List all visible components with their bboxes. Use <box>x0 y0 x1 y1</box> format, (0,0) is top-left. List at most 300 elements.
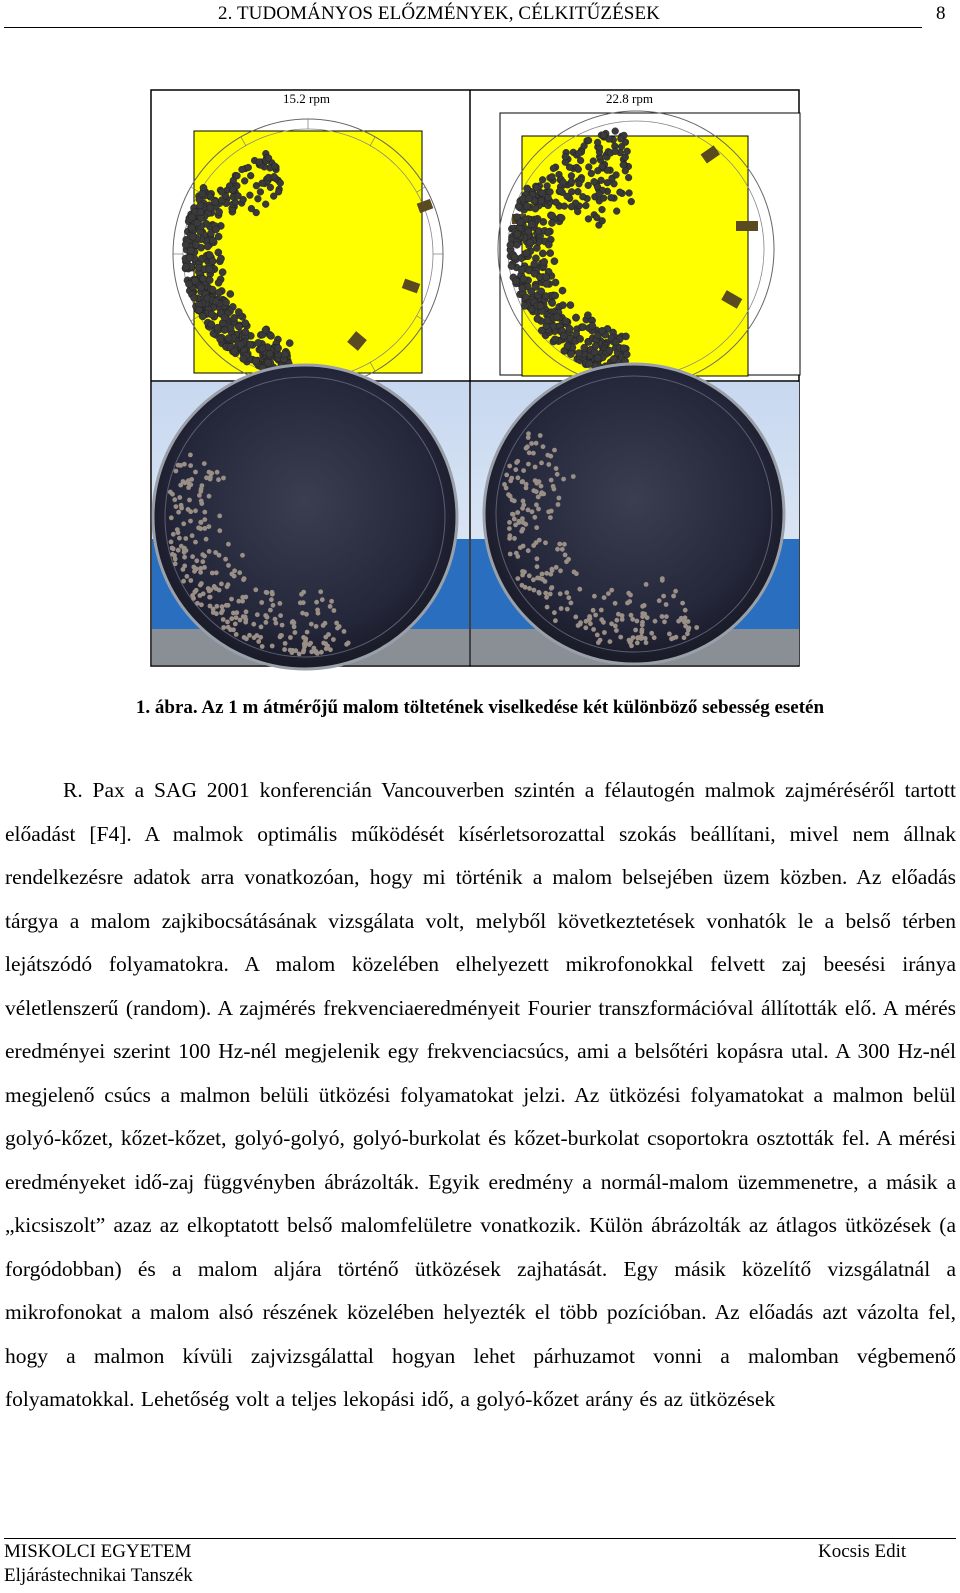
ball <box>190 233 197 240</box>
ball <box>566 557 571 562</box>
ball <box>673 589 678 594</box>
ball <box>215 233 222 240</box>
ball <box>584 312 591 319</box>
ball <box>231 314 238 321</box>
ball <box>283 641 288 646</box>
ball <box>574 208 581 215</box>
ball <box>218 189 225 196</box>
ball <box>544 317 551 324</box>
ball <box>207 494 212 499</box>
ball <box>192 590 197 595</box>
ball <box>240 355 247 362</box>
ball <box>585 137 592 144</box>
ball <box>590 158 597 165</box>
ball <box>596 640 601 645</box>
ball <box>508 552 513 557</box>
ball <box>275 188 282 195</box>
ball <box>170 552 175 557</box>
ball <box>182 555 187 560</box>
ball <box>586 360 593 367</box>
ball <box>560 547 565 552</box>
ball <box>514 551 519 556</box>
simulation-panel-left <box>173 91 443 389</box>
ball <box>182 263 189 270</box>
ball <box>254 633 259 638</box>
ball <box>278 633 283 638</box>
ball <box>600 132 607 139</box>
ball <box>202 554 207 559</box>
ball <box>519 285 526 292</box>
ball <box>569 601 574 606</box>
ball <box>612 128 619 135</box>
ball <box>552 448 557 453</box>
ball <box>555 472 560 477</box>
ball <box>567 302 574 309</box>
ball <box>581 344 588 351</box>
ball <box>206 277 213 284</box>
ball <box>242 576 247 581</box>
ball <box>549 173 556 180</box>
ball <box>608 639 613 644</box>
ball <box>517 520 522 525</box>
ball <box>538 197 545 204</box>
ball <box>599 217 606 224</box>
ball <box>188 482 193 487</box>
ball <box>221 314 228 321</box>
ball <box>199 520 204 525</box>
ball <box>532 588 537 593</box>
ball <box>537 479 542 484</box>
ball <box>543 591 548 596</box>
ball <box>275 345 282 352</box>
ball <box>557 187 564 194</box>
ball <box>552 279 559 286</box>
ball <box>256 639 261 644</box>
footer-author: Kocsis Edit <box>818 1541 907 1562</box>
ball <box>223 557 228 562</box>
ball <box>630 617 635 622</box>
ball <box>234 615 239 620</box>
ball <box>212 584 217 589</box>
ball <box>520 527 525 532</box>
ball <box>540 572 545 577</box>
ball <box>620 345 627 352</box>
ball <box>534 315 541 322</box>
ball <box>225 584 230 589</box>
ball <box>686 619 691 624</box>
ball <box>633 628 638 633</box>
ball <box>676 619 681 624</box>
ball <box>188 463 193 468</box>
figure-svg <box>150 89 812 679</box>
ball <box>507 242 514 249</box>
ball <box>520 275 527 282</box>
ball <box>639 630 644 635</box>
ball <box>319 650 324 655</box>
ball <box>541 444 546 449</box>
ball <box>531 260 538 267</box>
ball <box>667 632 672 637</box>
ball <box>545 605 550 610</box>
footer-divider <box>4 1538 956 1539</box>
ball <box>200 275 207 282</box>
ball <box>664 602 669 607</box>
ball <box>520 516 525 521</box>
ball <box>534 502 539 507</box>
ball <box>560 179 567 186</box>
ball <box>521 468 526 473</box>
ball <box>256 159 263 166</box>
ball <box>594 354 601 361</box>
ball <box>265 155 272 162</box>
page-number: 8 <box>936 3 946 24</box>
ball <box>541 258 548 265</box>
ball <box>617 189 624 196</box>
ball <box>231 348 238 355</box>
ball <box>270 592 275 597</box>
ball <box>188 519 193 524</box>
ball <box>595 633 600 638</box>
ball <box>642 603 647 608</box>
ball <box>282 647 287 652</box>
ball <box>548 572 553 577</box>
ball <box>197 209 204 216</box>
ball <box>534 540 539 545</box>
ball <box>301 590 306 595</box>
ball <box>342 629 347 634</box>
ball <box>247 172 254 179</box>
ball <box>515 576 520 581</box>
ball <box>198 570 203 575</box>
ball <box>504 473 509 478</box>
ball <box>221 617 226 622</box>
ball <box>280 623 285 628</box>
ball <box>531 270 538 277</box>
paragraph: R. Pax a SAG 2001 konferencián Vancouverben szintén a félautogén malmok zajméréséről tartott előadást [F4]. A malmok optimális működését kísérletsorozattal szokás beállítani, mivel nem állnak rendelkezésre adatok arra vonatkozóan, hogy mi történik a malom belsejében üzem közben. Az előadás tárgya a malom zajkibocsátásának vizsgálata volt, melyből következtetések vonhatók le a belső térben lejátszódó folyamatokra. A malom közelében elhelyezett mikrofonokkal felvett zaj beesési iránya véletlenszerű (random). A zajmérés frekvenciaeredményeit Fourier transzformációval állították elő. A mérés eredményei szerint 100 Hz-nél megjelenik egy frekvenciacsúcs, ami a belsőtéri kopásra utal. A 300 Hz-nél megjelenő csúcs a malmon belüli ütközési folyamatokat jelzi. Az ütközési folyamatokat a malmon belül golyó-kőzet, kőzet-kőzet, golyó-golyó, golyó-burkolat és kőzet-burkolat csoportokra osztották fel. A mérési eredményeket idő-zaj függvényben ábrázolták. Egyik eredmény a normál-malom üzemmenetre, a másik a „kicsiszolt” azaz az elkoptatott belső malomfelületre vonatkozik. Külön ábrázolták az átlagos ütközések (a forgódobban) és a malom aljára történő ütközések zajhatását. Egy másik közelítő vizsgálatnál a mikrofonokat a malom alsó részének közelében helyezték el több pozícióban. Az előadás azt vázolta fel, hogy a malmon kívüli zajvizsgálattal hogyan lehet párhuzamot vonni a malomban végbemenő folyamatokkal. Lehetőség volt a teljes lekopási idő, a golyó-kőzet arány és az ütközések <box>5 778 956 1411</box>
ball <box>239 166 246 173</box>
ball <box>564 342 571 349</box>
ball <box>204 537 209 542</box>
ball <box>575 150 582 157</box>
ball <box>255 612 260 617</box>
ball <box>511 254 518 261</box>
ball <box>649 631 654 636</box>
ball <box>609 621 614 626</box>
ball <box>225 335 232 342</box>
ball <box>576 180 583 187</box>
ball <box>214 611 219 616</box>
ball <box>591 608 596 613</box>
ball <box>610 355 617 362</box>
ball <box>680 601 685 606</box>
ball <box>247 192 254 199</box>
ball <box>604 179 611 186</box>
ball <box>247 341 254 348</box>
ball <box>183 480 188 485</box>
ball <box>694 625 699 630</box>
ball <box>263 613 268 618</box>
ball <box>231 627 236 632</box>
ball <box>315 608 320 613</box>
ball <box>552 292 559 299</box>
ball <box>635 619 640 624</box>
ball <box>579 324 586 331</box>
ball <box>671 636 676 641</box>
ball <box>531 488 536 493</box>
ball <box>518 266 525 273</box>
ball <box>308 641 313 646</box>
ball <box>544 595 549 600</box>
ball <box>271 173 278 180</box>
ball <box>556 502 561 507</box>
ball <box>221 476 226 481</box>
ball <box>204 243 211 250</box>
ball <box>517 219 524 226</box>
ball <box>174 469 179 474</box>
photo-panel-left <box>152 365 469 669</box>
ball <box>543 579 548 584</box>
ball <box>199 487 204 492</box>
ball <box>625 174 632 181</box>
ball <box>219 610 224 615</box>
ball <box>301 650 306 655</box>
ball <box>617 136 624 143</box>
ball <box>516 475 521 480</box>
ball <box>577 157 584 164</box>
ball <box>614 618 619 623</box>
ball <box>243 620 248 625</box>
ball <box>539 250 546 257</box>
ball <box>309 622 314 627</box>
ball <box>508 263 515 270</box>
ball <box>589 322 596 329</box>
ball <box>508 494 513 499</box>
ball <box>229 616 234 621</box>
ball <box>591 178 598 185</box>
ball <box>323 641 328 646</box>
ball <box>208 311 215 318</box>
ball <box>587 617 592 622</box>
ball <box>613 172 620 179</box>
ball <box>565 607 570 612</box>
ball <box>551 258 558 265</box>
ball <box>526 435 531 440</box>
ball <box>628 198 635 205</box>
ball <box>653 619 658 624</box>
ball <box>267 332 274 339</box>
ball <box>660 578 665 583</box>
ball <box>189 213 196 220</box>
ball <box>562 153 569 160</box>
ball <box>551 336 558 343</box>
ball <box>304 612 309 617</box>
ball <box>195 306 202 313</box>
ball <box>687 626 692 631</box>
ball <box>535 576 540 581</box>
ball <box>515 203 522 210</box>
ball <box>539 176 546 183</box>
ball <box>583 202 590 209</box>
ball <box>523 522 528 527</box>
ball <box>207 589 212 594</box>
ball <box>599 206 606 213</box>
ball <box>226 563 231 568</box>
ball <box>558 214 565 221</box>
ball <box>188 224 195 231</box>
ball <box>529 441 534 446</box>
ball <box>267 184 274 191</box>
ball <box>507 464 512 469</box>
ball <box>550 165 557 172</box>
ball <box>593 613 598 618</box>
ball <box>232 574 237 579</box>
ball <box>217 255 224 262</box>
ball <box>639 636 644 641</box>
ball <box>265 590 270 595</box>
ball <box>199 501 204 506</box>
ball <box>664 614 669 619</box>
ball <box>592 594 597 599</box>
ball <box>335 626 340 631</box>
ball <box>606 591 611 596</box>
ball <box>207 524 212 529</box>
ball <box>268 608 273 613</box>
ball <box>255 195 262 202</box>
ball <box>568 203 575 210</box>
ball <box>559 287 566 294</box>
ball <box>241 178 248 185</box>
ball <box>269 597 274 602</box>
ball <box>293 630 298 635</box>
ball <box>682 635 687 640</box>
ball <box>202 510 207 515</box>
ball <box>613 601 618 606</box>
ball <box>227 290 234 297</box>
ball <box>518 545 523 550</box>
ball <box>221 625 226 630</box>
ball <box>645 615 650 620</box>
ball <box>175 527 180 532</box>
ball <box>240 553 245 558</box>
ball <box>531 451 536 456</box>
ball <box>182 550 187 555</box>
ball <box>612 148 619 155</box>
ball <box>520 573 525 578</box>
ball <box>534 441 539 446</box>
ball <box>217 336 224 343</box>
ball <box>545 241 552 248</box>
ball <box>233 622 238 627</box>
ball <box>257 189 264 196</box>
ball <box>264 620 269 625</box>
ball <box>172 497 177 502</box>
ball <box>547 250 554 257</box>
ball <box>614 628 619 633</box>
ball <box>575 350 582 357</box>
ball <box>202 461 207 466</box>
ball <box>553 314 560 321</box>
ball <box>197 493 202 498</box>
ball <box>217 528 222 533</box>
ball <box>566 325 573 332</box>
ball <box>563 553 568 558</box>
ball <box>208 477 213 482</box>
ball <box>526 548 531 553</box>
ball <box>242 329 249 336</box>
ball <box>671 594 676 599</box>
ball <box>513 467 518 472</box>
ball <box>561 477 566 482</box>
ball <box>219 582 224 587</box>
ball <box>226 542 231 547</box>
simulation-panel-right <box>498 91 800 387</box>
ball <box>576 623 581 628</box>
ball <box>260 644 265 649</box>
ball <box>173 561 178 566</box>
ball <box>596 190 603 197</box>
ball <box>573 615 578 620</box>
ball <box>528 221 535 228</box>
ball <box>190 294 197 301</box>
ball <box>234 172 241 179</box>
ball <box>527 450 532 455</box>
ball <box>186 254 193 261</box>
ball <box>562 318 569 325</box>
ball <box>511 512 516 517</box>
ball <box>523 250 530 257</box>
ball <box>567 351 574 358</box>
ball <box>514 231 521 238</box>
ball <box>169 515 174 520</box>
ball <box>525 195 532 202</box>
ball <box>219 269 226 276</box>
ball <box>524 446 529 451</box>
ball <box>631 635 636 640</box>
ball <box>209 286 216 293</box>
ball <box>592 342 599 349</box>
ball <box>549 586 554 591</box>
ball <box>585 216 592 223</box>
ball <box>266 350 273 357</box>
ball <box>244 609 249 614</box>
ball <box>568 178 575 185</box>
ball <box>259 625 264 630</box>
ball <box>188 453 193 458</box>
ball <box>588 621 593 626</box>
ball <box>235 192 242 199</box>
ball <box>572 314 579 321</box>
ball <box>640 623 645 628</box>
ball <box>199 190 206 197</box>
ball <box>620 617 625 622</box>
ball <box>594 167 601 174</box>
ball <box>182 241 189 248</box>
ball <box>660 614 665 619</box>
ball <box>548 454 553 459</box>
ball <box>259 600 264 605</box>
ball <box>321 623 326 628</box>
ball <box>251 622 256 627</box>
ball <box>328 604 333 609</box>
ball <box>323 635 328 640</box>
ball <box>568 188 575 195</box>
ball <box>549 478 554 483</box>
ball <box>550 567 555 572</box>
ball <box>535 556 540 561</box>
ball <box>174 504 179 509</box>
ball <box>213 550 218 555</box>
ball <box>599 608 604 613</box>
